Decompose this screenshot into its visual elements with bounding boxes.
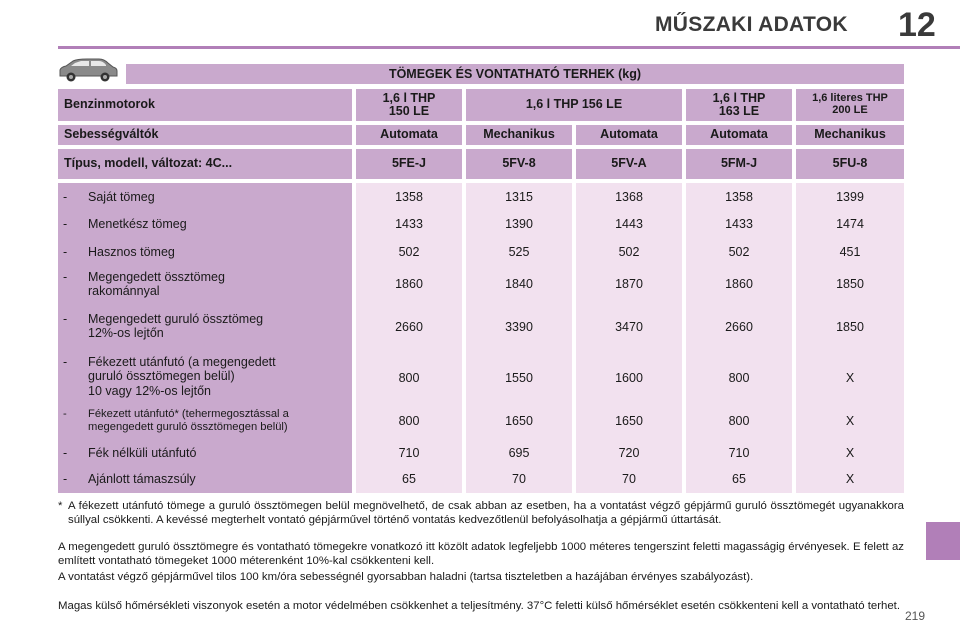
table-cell: 1870 (615, 277, 643, 291)
table-cell: 800 (728, 371, 750, 385)
type-header: 5FU-8 (796, 149, 904, 179)
table-cell: 525 (508, 245, 530, 259)
engine-header-4: 1,6 literes THP 200 LE (796, 89, 904, 121)
table-cell: 3390 (505, 320, 533, 334)
table-cell: 2660 (725, 320, 753, 334)
table-cell: 2660 (395, 320, 423, 334)
chapter-number: 12 (898, 6, 936, 44)
table-cell: 70 (622, 472, 636, 486)
page-title: MŰSZAKI ADATOK (655, 13, 848, 36)
table-cell: 1650 (505, 414, 533, 428)
row-label-text: Hasznos tömeg (88, 245, 175, 259)
gearbox-header: Automata (356, 125, 462, 145)
row-label-text: Fék nélküli utánfutó (88, 446, 197, 460)
table-cell: 1443 (615, 217, 643, 231)
footnote-p2: A vontatást végző gépjárművel tilos 100 km/óra sebességnél gyorsabban haladni (tartsa tiszteletben a hazájában érvényes szabályozást). (58, 571, 754, 583)
row-label-text: Megengedett össztömeg rakománnyal (88, 270, 225, 299)
row-label-text: Fékezett utánfutó (a megengedett guruló össztömegen belül) 10 vagy 12%-os lejtőn (88, 355, 276, 398)
footnote-marker: * (58, 500, 63, 512)
table-cell: 1358 (395, 190, 423, 204)
table-cell: 1850 (836, 277, 864, 291)
table-cell: 1433 (395, 217, 423, 231)
table-cell: 1433 (725, 217, 753, 231)
table-cell: 1474 (836, 217, 864, 231)
type-header: 5FE-J (356, 149, 462, 179)
footnote-asterisk-text: A fékezett utánfutó tömege a guruló össztömegen belül megnövelhető, de csak abban az esetben, ha a vontatást végző gépjármű guruló össztömegét ugyanakkora súllyal csökkenti. A kevéssé megterhelt vontató gépjárművel történő vontatás kedvezőtlenül befolyásolhatja a gépjármű úttartását. (68, 500, 904, 526)
table-cell: 1850 (836, 320, 864, 334)
row-bullet: - (63, 355, 68, 369)
table-cell: 502 (398, 245, 420, 259)
table-cell: 710 (728, 446, 750, 460)
row-label-text: Menetkész tömeg (88, 217, 187, 231)
table-cell: 1399 (836, 190, 864, 204)
row-bullet: - (63, 312, 68, 326)
table-cell: 800 (398, 414, 420, 428)
table-cell: 1358 (725, 190, 753, 204)
gearbox-header: Mechanikus (466, 125, 572, 145)
type-header: 5FV-8 (466, 149, 572, 179)
engine-header-2: 1,6 l THP 156 LE (466, 89, 682, 121)
table-cell: 502 (618, 245, 640, 259)
table-cell: 1600 (615, 371, 643, 385)
table-cell: 710 (398, 446, 420, 460)
type-label: Típus, modell, változat: 4C... (58, 149, 352, 179)
row-label-text: Megengedett guruló össztömeg 12%-os lejtőn (88, 312, 264, 341)
row-bullet: - (63, 190, 68, 204)
table-cell: 1315 (505, 190, 533, 204)
type-header: 5FV-A (576, 149, 682, 179)
row-label-text: Ajánlott támaszsúly (88, 472, 196, 486)
row-bullet: - (63, 472, 68, 486)
table-cell: 70 (512, 472, 526, 486)
gearbox-header: Automata (686, 125, 792, 145)
table-cell: 65 (402, 472, 416, 486)
engine-header-3: 1,6 l THP 163 LE (686, 89, 792, 121)
row-label-text: Saját tömeg (88, 190, 155, 204)
table-cell: 1860 (395, 277, 423, 291)
table-cell: 1860 (725, 277, 753, 291)
footnote-p3: Magas külső hőmérsékleti viszonyok esetén a motor védelmében csökkenhet a teljesítmény. 37°C feletti külső hőmérséklet esetén csökkenteni kell a vontatható terhet. (58, 600, 900, 612)
engine-header-1: 1,6 l THP 150 LE (356, 89, 462, 121)
table-cell: X (845, 371, 855, 385)
engine-label: Benzinmotorok (58, 89, 352, 121)
table-cell: X (845, 472, 855, 486)
row-bullet: - (63, 446, 68, 460)
table-cell: 502 (728, 245, 750, 259)
table-cell: 1650 (615, 414, 643, 428)
table-cell: 720 (618, 446, 640, 460)
chapter-side-tab (926, 522, 960, 560)
table-title: TÖMEGEK ÉS VONTATHATÓ TERHEK (kg) (126, 64, 904, 84)
table-cell: 1368 (615, 190, 643, 204)
car-icon (57, 57, 119, 83)
table-cell: 1840 (505, 277, 533, 291)
table-cell: X (845, 414, 855, 428)
table-cell: X (845, 446, 855, 460)
page-number: 219 (905, 609, 926, 623)
row-bullet: - (63, 408, 67, 420)
row-bullet: - (63, 217, 68, 231)
row-bullet: - (63, 270, 68, 284)
table-cell: 800 (728, 414, 750, 428)
gearbox-label: Sebességváltók (58, 125, 352, 145)
table-cell: 1390 (505, 217, 533, 231)
table-cell: 451 (839, 245, 861, 259)
row-label-text: Fékezett utánfutó* (tehermegosztással a megengedett guruló össztömegen belül) (88, 408, 289, 433)
table-cell: 1550 (505, 371, 533, 385)
table-cell: 3470 (615, 320, 643, 334)
table-cell: 800 (398, 371, 420, 385)
gearbox-header: Automata (576, 125, 682, 145)
table-cell: 65 (732, 472, 746, 486)
footnote-p1: A megengedett guruló össztömegre és vontatható tömegekre vonatkozó itt közölt adatok legfeljebb 1000 méteres tengerszint feletti magasságig érvényesek. E felett az említett vontatható tömegeket 1000 méterenként 10%-kal csökkenteni kell. (58, 541, 904, 567)
gearbox-header: Mechanikus (796, 125, 904, 145)
type-header: 5FM-J (686, 149, 792, 179)
row-bullet: - (63, 245, 68, 259)
footnote-asterisk (58, 500, 904, 527)
header-rule (58, 46, 960, 49)
table-cell: 695 (508, 446, 530, 460)
